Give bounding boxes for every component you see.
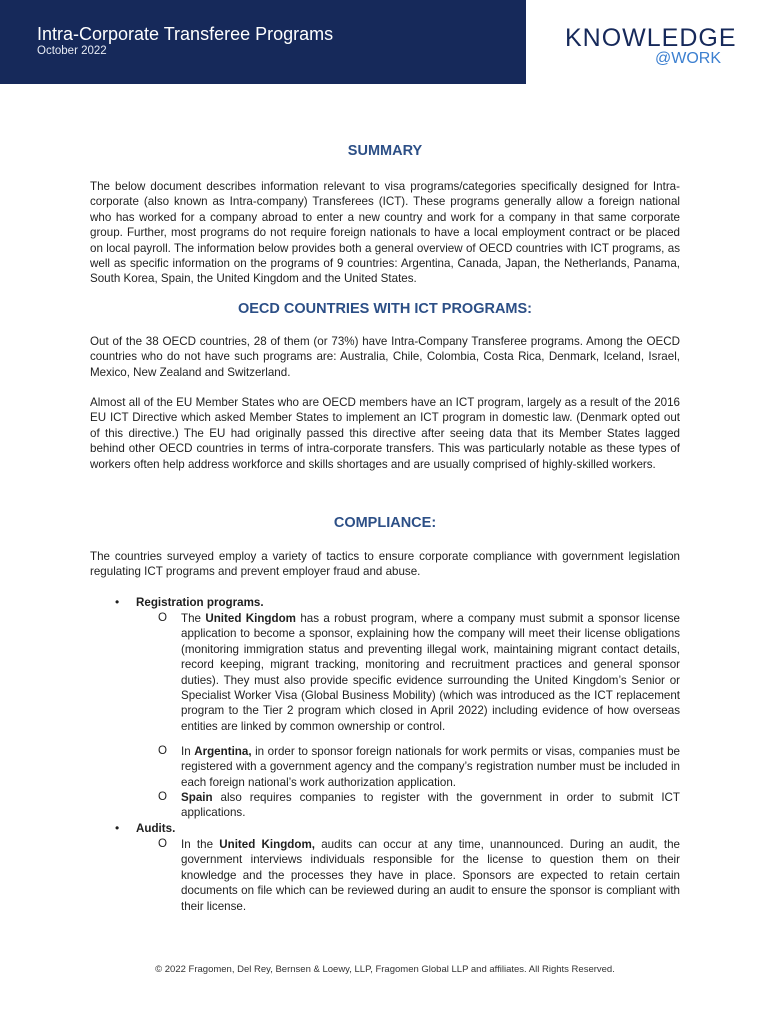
country-name: Spain [181, 791, 213, 804]
knowledge-at-work-logo [565, 24, 735, 70]
oecd-heading: OECD COUNTRIES WITH ICT PROGRAMS: [237, 301, 533, 317]
text-span: in order to sponsor foreign nationals for work permits or visas, companies must be registered with a government agency and the company’s registration number must be included in each foreign national’s work authorization application. [181, 745, 680, 789]
bullet-icon: • [115, 595, 120, 609]
bullet-icon: • [115, 821, 120, 835]
country-name: United Kingdom [205, 612, 296, 625]
sub-bullet-icon: O [158, 611, 168, 624]
sub-bullet-icon: O [158, 790, 168, 803]
audits-uk-item [181, 837, 680, 914]
text-span: In the [181, 838, 220, 851]
oecd-paragraph-2: Almost all of the EU Member States who are OECD members have an ICT program, largely as a result of the 2016 EU ICT Directive which asked Member States to implement an ICT program in domestic law. (Denmark opted out of this directive.) The EU had originally passed this directive after seeing data that its Member States lagged behind other OECD countries in terms of intra-corporate transfers. This was particularly notable as these types of workers often help address workforce and skills shortages and are usually comprised of highly-skilled workers. [90, 396, 680, 471]
country-name: United Kingdom, [219, 838, 315, 851]
summary-text: The below document describes information relevant to visa programs/categories specifically designed for Intra-corporate (also known as Intra-company) Transferees (ICT). These programs generally allow a foreign national who has worked for a company abroad to enter a new country and work for a company in that same corporate group. Further, most programs do not require foreign nationals to have a local employment contract or be placed on local payroll. The information below provides both a general overview of OECD countries with ICT programs, as well as specific information on the programs of 9 countries: Argentina, Canada, Japan, the Netherlands, Panama, South Korea, Spain, the United Kingdom and the United States. [90, 180, 680, 286]
oecd-paragraph-1: Out of the 38 OECD countries, 28 of them (or 73%) have Intra-Company Transferee programs. Among the OECD countries who do not have such programs are: Australia, Chile, Colombia, Costa Rica, Denmark, Iceland, Israel, Mexico, New Zealand and Switzerland. [90, 335, 680, 379]
document-date: October 2022 [37, 45, 107, 57]
logo-sub-text: @WORK [655, 50, 722, 67]
summary-heading: SUMMARY [347, 143, 423, 159]
logo-main-text: KNOWLEDGE [565, 24, 737, 52]
copyright-footer: © 2022 Fragomen, Del Rey, Bernsen & Loewy, LLP, Fragomen Global LLP and affiliates. All Rights Reserved. [155, 964, 615, 975]
document-title: Intra-Corporate Transferee Programs [37, 24, 334, 44]
registration-uk-item [181, 611, 680, 734]
sub-bullet-icon: O [158, 744, 168, 757]
text-span: The [181, 612, 206, 625]
audits-label: Audits. [136, 822, 176, 835]
sub-bullet-icon: O [158, 837, 168, 850]
text-span: has a robust program, where a company must submit a sponsor license application to become a sponsor, explaining how the company will meet their license obligations (monitoring immigration status and preventing illegal work, maintaining migrant contact details, record keeping, migrant tracking, monitoring and recruitment practices and general sponsor duties). They must also provide specific evidence surrounding the United Kingdom’s Senior or Specialist Worker Visa (Global Business Mobility) (which was introduced as the ICT replacement program to the Tier 2 program which closed in April 2022) including evidence of how overseas entities are linked by common ownership or control. [181, 612, 681, 733]
compliance-heading: COMPLIANCE: [333, 515, 437, 531]
registration-spain-item [181, 790, 680, 821]
registration-argentina-item [181, 744, 680, 790]
text-span: audits can occur at any time, unannounced. During an audit, the government interviews individuals responsible for the license to question them on their knowledge and the processes they have in place. Sponsors are expected to retain certain documents on file which can be reviewed during an audit to ensure the sponsor is compliant with their license. [181, 838, 680, 913]
compliance-intro: The countries surveyed employ a variety of tactics to ensure corporate compliance with government legislation regulating ICT programs and prevent employer fraud and abuse. [90, 550, 680, 579]
country-name: Argentina, [194, 745, 252, 758]
text-span: In [181, 745, 195, 758]
text-span: also requires companies to register with the government in order to submit ICT applications. [181, 791, 680, 820]
registration-programs-label: Registration programs. [136, 596, 264, 609]
header-band [0, 0, 526, 84]
